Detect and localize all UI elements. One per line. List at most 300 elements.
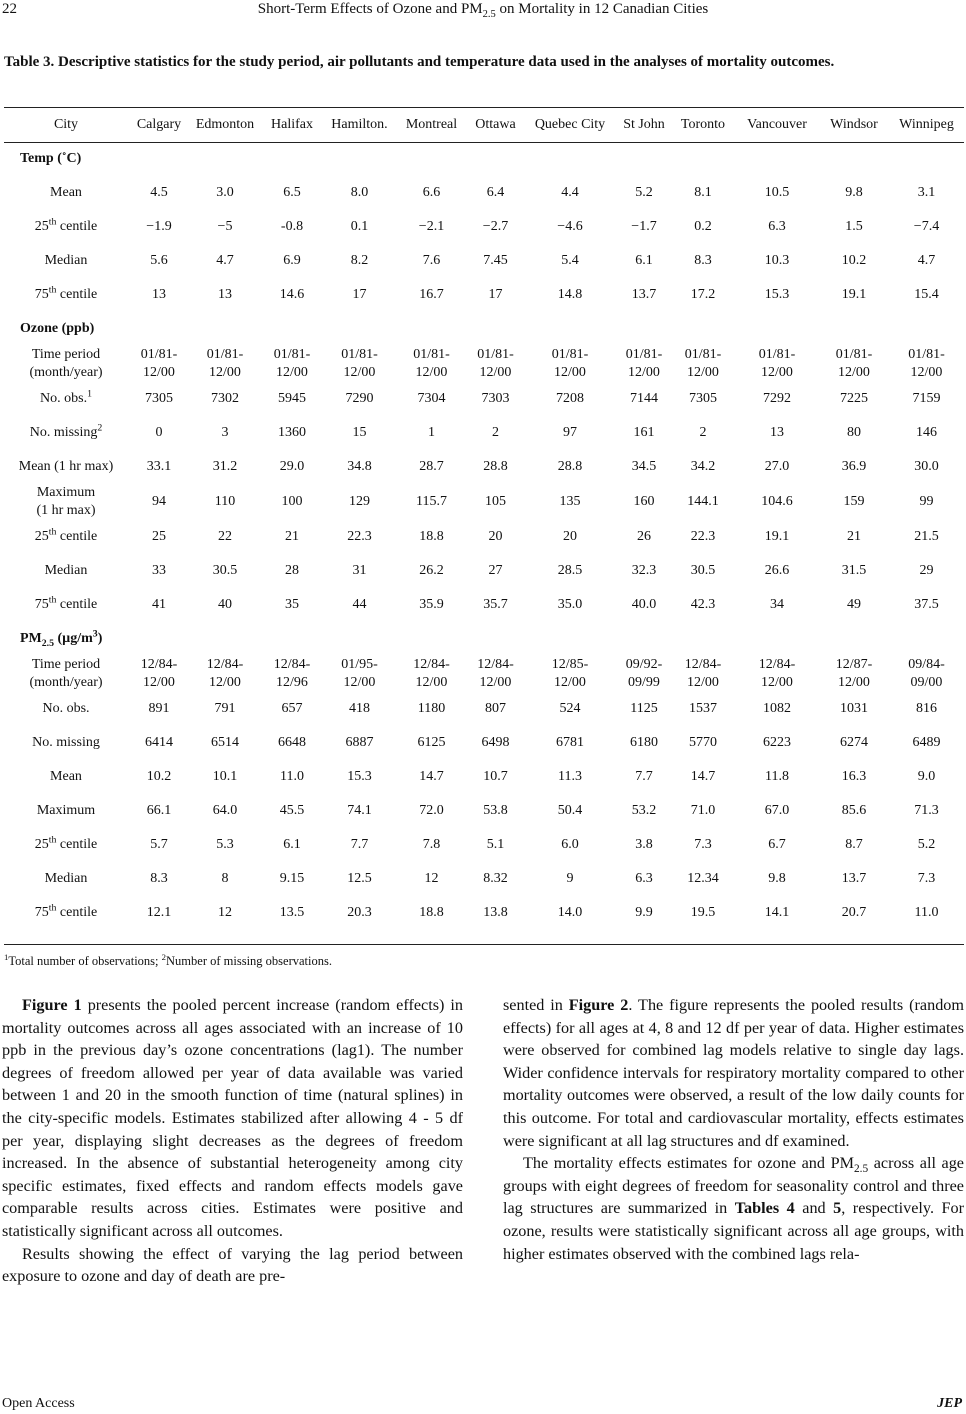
table-cell: 49 <box>847 597 861 612</box>
table-cell: 12 <box>424 871 439 886</box>
table-cell: 50.4 <box>557 803 583 818</box>
column-header-toronto: Toronto <box>680 117 726 132</box>
table-cell: 6.4 <box>486 185 505 200</box>
table-cell: 1125 <box>630 701 658 716</box>
table-cell: 28.5 <box>557 563 583 578</box>
table-cell: 7.7 <box>350 837 369 852</box>
column-header-vancouver: Vancouver <box>747 117 807 132</box>
table-cell: 3.1 <box>917 185 936 200</box>
table-cell: 26.2 <box>419 563 444 578</box>
table-cell: 25 <box>152 529 166 544</box>
table-cell: 14.6 <box>279 287 305 302</box>
table-row <box>4 382 964 416</box>
row-label: Median <box>44 563 88 578</box>
table-cell: 6274 <box>840 735 868 750</box>
table-cell: 35.9 <box>419 597 444 612</box>
table-cell: 10.5 <box>764 185 790 200</box>
table-cell: 8.3 <box>150 871 168 886</box>
table-cell: 01/81- 12/00 <box>413 347 450 380</box>
table-cell: 6781 <box>556 735 584 750</box>
paragraph: Figure 1 presents the pooled percent increase (random effects) in mortality outcomes across all ages associated with an increase of 10 ppb in the previous day’s ozone concentrations (lag1). The number degrees of freedom allowed per year of data available was varied between 1 and 20 in the smooth function of time (natural splines) in the city-specific models. Estimates stabilized after allowing 4 - 5 df per year, displaying slight decreases as the degrees of freedom increased. In the absence of substantial heterogeneity among city specific estimates, fixed effects and random effects models gave comparable results across cities. Estimates were positive and statistically significant across all outcomes. <box>2 996 463 1240</box>
table-cell: 9.8 <box>845 185 863 200</box>
table-cell: 72.0 <box>419 803 444 818</box>
table-reference: Tables 4 <box>734 1199 795 1218</box>
paragraph: sented in Figure 2. The figure represents the pooled results (random effects) for all ages at 4, 8 and 12 df per year of data. Higher estimates were observed for combined lag models relative to single day lags. Wider confidence intervals for respiratory mortality compared to other mortality outcomes were observed, a result of the low daily counts for this outcome. For total and cardiovascular mortality, effects estimates were significant at all lag structures and df examined. <box>503 996 964 1150</box>
table-cell: 71.3 <box>914 803 939 818</box>
column-header-windsor: Windsor <box>830 117 878 132</box>
column-header-winnipeg: Winnipeg <box>899 117 954 132</box>
table-cell: 26.6 <box>764 563 790 578</box>
table-cell: 33 <box>152 563 166 578</box>
table-cell: 15.3 <box>764 287 790 302</box>
table-cell: 22.3 <box>690 529 716 544</box>
table-cell: 2 <box>699 425 707 440</box>
table-cell: 105 <box>485 494 506 509</box>
table-cell: 22.3 <box>347 529 372 544</box>
table-cell: 10.2 <box>841 253 867 268</box>
table-cell: 7292 <box>763 391 791 406</box>
section-label: Ozone (ppb) <box>20 321 95 336</box>
journal-abbreviation: JEP <box>937 1396 962 1411</box>
row-label: 25th centile <box>34 834 98 852</box>
table-cell: 3.0 <box>216 185 234 200</box>
table-cell: 9.9 <box>635 905 653 920</box>
column-header-halifax: Halifax <box>271 117 313 132</box>
row-label: Mean <box>50 185 82 200</box>
table-cell: 80 <box>847 425 861 440</box>
page-number: 22 <box>2 1 17 17</box>
table-row <box>4 176 964 210</box>
table-cell: −2.7 <box>482 219 509 234</box>
table-cell: 5.1 <box>486 837 505 852</box>
table-cell: −2.1 <box>418 219 445 234</box>
paragraph: The mortality effects estimates for ozone and $PM_{2.5}$ across all age groups with eight degrees of freedom for seasonality control and three lag structures are summarized in Tables 4 and 5, respectively. For ozone, results were statistically significant across all age groups, with higher estimates observed with the combined lags rela- <box>503 1154 965 1263</box>
table-cell: 42.3 <box>690 597 716 612</box>
table-cell: 34 <box>770 597 784 612</box>
table-cell: 8.3 <box>694 253 712 268</box>
table-cell: 40.0 <box>631 597 657 612</box>
table-cell: 6.3 <box>635 871 653 886</box>
body-column-left <box>2 994 463 1288</box>
table-bottom-rule <box>4 944 964 945</box>
table-cell: 12/84- 12/96 <box>273 657 311 690</box>
table-cell: 6180 <box>630 735 658 750</box>
table-cell: 524 <box>559 701 581 716</box>
table-cell: −4.6 <box>557 219 583 234</box>
table-cell: 94 <box>152 494 166 509</box>
table-cell: 129 <box>349 494 370 509</box>
row-label: Time period (month/year) <box>29 347 103 380</box>
table-row <box>4 656 964 692</box>
table-cell: 17.2 <box>690 287 716 302</box>
table-cell: 19.1 <box>764 529 790 544</box>
open-access-label: Open Access <box>2 1396 75 1411</box>
table-cell: 21 <box>847 529 861 544</box>
table-cell: 31 <box>352 563 367 578</box>
table-cell: 14.7 <box>690 769 716 784</box>
table-cell: 01/81- 12/00 <box>684 347 722 380</box>
table-row <box>4 278 964 312</box>
table-cell: 85.6 <box>841 803 867 818</box>
table-cell: 12.1 <box>146 905 172 920</box>
table-cell: 5.2 <box>635 185 653 200</box>
table-cell: 14.7 <box>419 769 444 784</box>
table-cell: 97 <box>563 425 577 440</box>
row-label: 75th centile <box>34 902 98 920</box>
table-cell: 01/95- 12/00 <box>341 657 378 690</box>
table-cell: 8.2 <box>350 253 369 268</box>
table-cell: 7305 <box>689 391 717 406</box>
table-cell: 34.8 <box>347 459 372 474</box>
table-cell: 11.0 <box>280 769 304 784</box>
table-caption: Table 3. Descriptive statistics for the study period, air pollutants and temperature data used in the analyses of mortality outcomes. <box>4 54 835 70</box>
table-cell: 4.7 <box>917 253 936 268</box>
table-cell: 34.2 <box>690 459 716 474</box>
table-cell: 104.6 <box>761 494 793 509</box>
table-cell: 18.8 <box>419 529 444 544</box>
table-cell: 64.0 <box>212 803 238 818</box>
table-cell: 159 <box>843 494 865 509</box>
table-cell: 1082 <box>763 701 791 716</box>
table-cell: 21.5 <box>914 529 939 544</box>
table-cell: 11.3 <box>558 769 582 784</box>
table-cell: −1.7 <box>631 219 657 234</box>
table-cell: 12/84- 12/00 <box>140 657 178 690</box>
table-cell: 7144 <box>630 391 658 406</box>
table-cell: 807 <box>485 701 506 716</box>
table-cell: 15 <box>352 425 367 440</box>
table-reference: 5 <box>833 1199 842 1218</box>
table-cell: 115.7 <box>416 494 447 509</box>
table-cell: 6.7 <box>768 837 786 852</box>
table-cell: 6.0 <box>561 837 579 852</box>
table-cell: 20.3 <box>347 905 372 920</box>
row-label: Median <box>44 253 88 268</box>
table-cell: 40 <box>218 597 232 612</box>
table-cell: 7.8 <box>422 837 441 852</box>
table-cell: 6648 <box>278 735 306 750</box>
table-row <box>4 828 964 862</box>
table-cell: 41 <box>152 597 166 612</box>
table-cell: 7302 <box>211 391 239 406</box>
table-row <box>4 896 964 930</box>
section-pm25 <box>4 622 964 656</box>
table-cell: 01/81- 12/00 <box>625 347 663 380</box>
table-cell: 3 <box>221 425 229 440</box>
table-cell: 16.3 <box>841 769 867 784</box>
figure-reference: Figure 1 <box>22 996 82 1014</box>
table-cell: 135 <box>559 494 581 509</box>
table-row <box>4 760 964 794</box>
table-cell: 4.7 <box>216 253 234 268</box>
table-cell: 5770 <box>689 735 717 750</box>
table-cell: 7.7 <box>635 769 653 784</box>
row-label: 25th centile <box>34 526 98 544</box>
table-row <box>4 416 964 450</box>
table-cell: 110 <box>214 494 236 509</box>
row-label: Maximum <box>36 803 96 818</box>
table-cell: −7.4 <box>913 219 940 234</box>
row-label: No. obs. <box>42 701 90 716</box>
row-label: No. missing <box>32 735 100 750</box>
table-cell: 15.3 <box>347 769 372 784</box>
table-cell: 100 <box>281 494 303 509</box>
table-cell: 12/84- 12/00 <box>684 657 722 690</box>
table-cell: 14.8 <box>557 287 583 302</box>
table-cell: 29.0 <box>279 459 305 474</box>
table-row <box>4 210 964 244</box>
column-header-ottawa: Ottawa <box>475 117 516 132</box>
table-cell: 19.5 <box>690 905 716 920</box>
table-cell: 71.0 <box>690 803 716 818</box>
table-cell: 13.5 <box>279 905 305 920</box>
table-cell: 5.6 <box>150 253 168 268</box>
table-row <box>4 692 964 726</box>
table-cell: 6.3 <box>768 219 786 234</box>
table-cell: 13 <box>152 287 166 302</box>
figure-reference: Figure 2 <box>568 996 629 1014</box>
table-cell: 01/81- 12/00 <box>206 347 244 380</box>
table-cell: 29 <box>919 563 934 578</box>
table-cell: 45.5 <box>279 803 305 818</box>
table-row <box>4 862 964 896</box>
table-cell: 9.8 <box>768 871 786 886</box>
table-cell: 28.8 <box>483 459 508 474</box>
table-cell: 20 <box>488 529 503 544</box>
table-cell: 53.2 <box>631 803 657 818</box>
column-header-calgary: Calgary <box>136 117 182 132</box>
table-cell: 14.0 <box>557 905 583 920</box>
table-row <box>4 554 964 588</box>
row-label: Maximum (1 hr max) <box>36 485 96 518</box>
table-cell: 144.1 <box>687 494 719 509</box>
table-cell: 5.2 <box>917 837 936 852</box>
table-cell: 6498 <box>481 735 510 750</box>
table-cell: 35 <box>285 597 299 612</box>
table-cell: 7.3 <box>917 871 936 886</box>
table-cell: 5.7 <box>150 837 168 852</box>
table-cell: 12/84- 12/00 <box>477 657 514 690</box>
row-label: 75th centile <box>34 594 98 612</box>
table-cell: 0.1 <box>350 219 369 234</box>
table-cell: 4.5 <box>150 185 168 200</box>
table-cell: 7290 <box>345 391 374 406</box>
table-cell: 6.5 <box>283 185 301 200</box>
table-cell: 28.7 <box>419 459 444 474</box>
page-header <box>0 0 966 24</box>
table-cell: 01/81- 12/00 <box>835 347 873 380</box>
table-cell: 12.34 <box>687 871 719 886</box>
table-row <box>4 588 964 622</box>
table-cell: 1031 <box>840 701 868 716</box>
descriptive-statistics-table <box>4 108 964 930</box>
table-cell: 6223 <box>763 735 791 750</box>
table-row <box>4 346 964 382</box>
table-cell: 7305 <box>145 391 173 406</box>
table-cell: 15.4 <box>914 287 939 302</box>
column-header-hamilton: Hamilton. <box>331 117 388 132</box>
table-cell: 6489 <box>912 735 941 750</box>
row-label: Median <box>44 871 88 886</box>
table-cell: 10.2 <box>146 769 172 784</box>
section-label: $PM_{2.5}$ $(\mu g/m^3)$ <box>20 628 103 649</box>
table-cell: 0 <box>155 425 163 440</box>
table-cell: 12/85- 12/00 <box>551 657 589 690</box>
table-cell: 1537 <box>689 701 717 716</box>
row-label: 25th centile <box>34 216 98 234</box>
table-cell: 9.0 <box>917 769 936 784</box>
table-cell: 0.2 <box>694 219 712 234</box>
table-cell: 09/92- 09/99 <box>625 657 663 690</box>
table-cell: 34.5 <box>631 459 657 474</box>
table-cell: 32.3 <box>631 563 657 578</box>
table-cell: -0.8 <box>280 219 304 234</box>
table-cell: 99 <box>919 494 934 509</box>
table-cell: 01/81- 12/00 <box>273 347 311 380</box>
table-cell: 09/84- 09/00 <box>908 657 945 690</box>
table-cell: 1.5 <box>845 219 863 234</box>
table-cell: 6887 <box>345 735 374 750</box>
table-cell: −5 <box>217 219 233 234</box>
table-cell: 13.7 <box>631 287 657 302</box>
table-cell: 01/81- 12/00 <box>477 347 514 380</box>
table-cell: 27 <box>488 563 503 578</box>
table-cell: 13.8 <box>483 905 508 920</box>
table-cell: 01/81- 12/00 <box>140 347 178 380</box>
table-cell: 13 <box>218 287 232 302</box>
column-header-edmonton: Edmonton <box>195 117 255 132</box>
table-cell: 11.0 <box>914 905 939 920</box>
table-row <box>4 794 964 828</box>
table-cell: 6.1 <box>635 253 653 268</box>
table-cell: −1.9 <box>146 219 172 234</box>
table-cell: 5.4 <box>561 253 579 268</box>
table-cell: 7.6 <box>422 253 441 268</box>
table-cell: 20 <box>563 529 577 544</box>
table-cell: 17 <box>488 287 503 302</box>
table-cell: 36.9 <box>841 459 867 474</box>
table-cell: 7159 <box>912 391 941 406</box>
table-cell: 53.8 <box>483 803 508 818</box>
table-cell: 17 <box>352 287 367 302</box>
table-cell: 657 <box>281 701 303 716</box>
table-cell: 160 <box>633 494 655 509</box>
table-cell: 4.4 <box>561 185 579 200</box>
table-cell: 30.5 <box>690 563 716 578</box>
table-cell: 9 <box>566 871 574 886</box>
table-header-row <box>4 108 964 142</box>
table-row <box>4 484 964 520</box>
table-cell: 10.3 <box>764 253 790 268</box>
table-cell: 8.32 <box>483 871 508 886</box>
table-cell: 16.7 <box>419 287 444 302</box>
table-cell: 19.1 <box>841 287 867 302</box>
table-cell: 21 <box>285 529 299 544</box>
table-cell: 31.2 <box>212 459 238 474</box>
table-cell: 7.3 <box>694 837 712 852</box>
section-temperature <box>4 142 964 176</box>
table-cell: 1180 <box>417 701 446 716</box>
table-cell: 12/84- 12/00 <box>206 657 244 690</box>
table-cell: 6.1 <box>283 837 301 852</box>
column-header-city: City <box>53 117 79 132</box>
table-cell: 5945 <box>278 391 306 406</box>
table-cell: 01/81- 12/00 <box>341 347 378 380</box>
table-cell: 146 <box>916 425 937 440</box>
table-cell: 01/81- 12/00 <box>551 347 589 380</box>
table-cell: 10.1 <box>212 769 238 784</box>
table-cell: 5.3 <box>216 837 234 852</box>
table-cell: 27.0 <box>764 459 790 474</box>
table-cell: 7304 <box>417 391 446 406</box>
table-cell: 1 <box>428 425 435 440</box>
table-cell: 8.1 <box>694 185 712 200</box>
table-cell: 28 <box>285 563 299 578</box>
table-cell: 20.7 <box>841 905 867 920</box>
table-row <box>4 450 964 484</box>
section-label: Temp (˚C) <box>20 151 82 166</box>
table-cell: 37.5 <box>914 597 939 612</box>
table-cell: 418 <box>349 701 370 716</box>
table-cell: 11.8 <box>765 769 789 784</box>
table-cell: 161 <box>633 425 655 440</box>
table-cell: 66.1 <box>146 803 172 818</box>
row-label: 75th centile <box>34 284 98 302</box>
table-cell: 13.7 <box>841 871 867 886</box>
column-header-st-john: St John <box>623 117 665 132</box>
table-cell: 74.1 <box>347 803 372 818</box>
table-cell: 7303 <box>481 391 510 406</box>
table-cell: 14.1 <box>764 905 790 920</box>
row-label: No. missing$^2$ <box>29 422 103 440</box>
table-cell: 3.8 <box>635 837 653 852</box>
table-cell: 30.0 <box>914 459 939 474</box>
table-cell: 6514 <box>211 735 239 750</box>
table-cell: 7.45 <box>483 253 508 268</box>
table-cell: 18.8 <box>419 905 444 920</box>
table-cell: 816 <box>916 701 937 716</box>
table-cell: 13 <box>770 425 784 440</box>
table-cell: 8 <box>221 871 229 886</box>
table-cell: 35.0 <box>557 597 583 612</box>
table-row <box>4 244 964 278</box>
table-cell: 12/87- 12/00 <box>835 657 873 690</box>
table-cell: 12/84- 12/00 <box>758 657 796 690</box>
table-cell: 7208 <box>556 391 584 406</box>
table-cell: 28.8 <box>557 459 583 474</box>
table-cell: 01/81- 12/00 <box>758 347 796 380</box>
row-label: No. obs.$^1$ <box>40 388 92 406</box>
table-cell: 1360 <box>278 425 306 440</box>
table-cell: 6125 <box>417 735 446 750</box>
table-cell: 01/81- 12/00 <box>908 347 945 380</box>
table-cell: 33.1 <box>146 459 172 474</box>
table-cell: 44 <box>352 597 367 612</box>
table-row <box>4 726 964 760</box>
table-cell: 891 <box>148 701 170 716</box>
column-header-montreal: Montreal <box>405 117 458 132</box>
paragraph: Results showing the effect of varying the lag period between exposure to ozone and day of death are pre- <box>2 1244 463 1286</box>
table-cell: 30.5 <box>212 563 238 578</box>
table-footnote: $^1$Total number of observations; $^2$Number of missing observations. <box>4 951 332 968</box>
body-column-right <box>503 994 964 1265</box>
table-cell: 10.7 <box>483 769 508 784</box>
table-cell: 9.15 <box>279 871 305 886</box>
table-cell: 26 <box>637 529 651 544</box>
table-cell: 31.5 <box>841 563 867 578</box>
running-title: Short-Term Effects of Ozone and $PM_{2.5}$ on Mortality in 12 Canadian Cities <box>257 1 709 20</box>
table-cell: 12/84- 12/00 <box>413 657 450 690</box>
